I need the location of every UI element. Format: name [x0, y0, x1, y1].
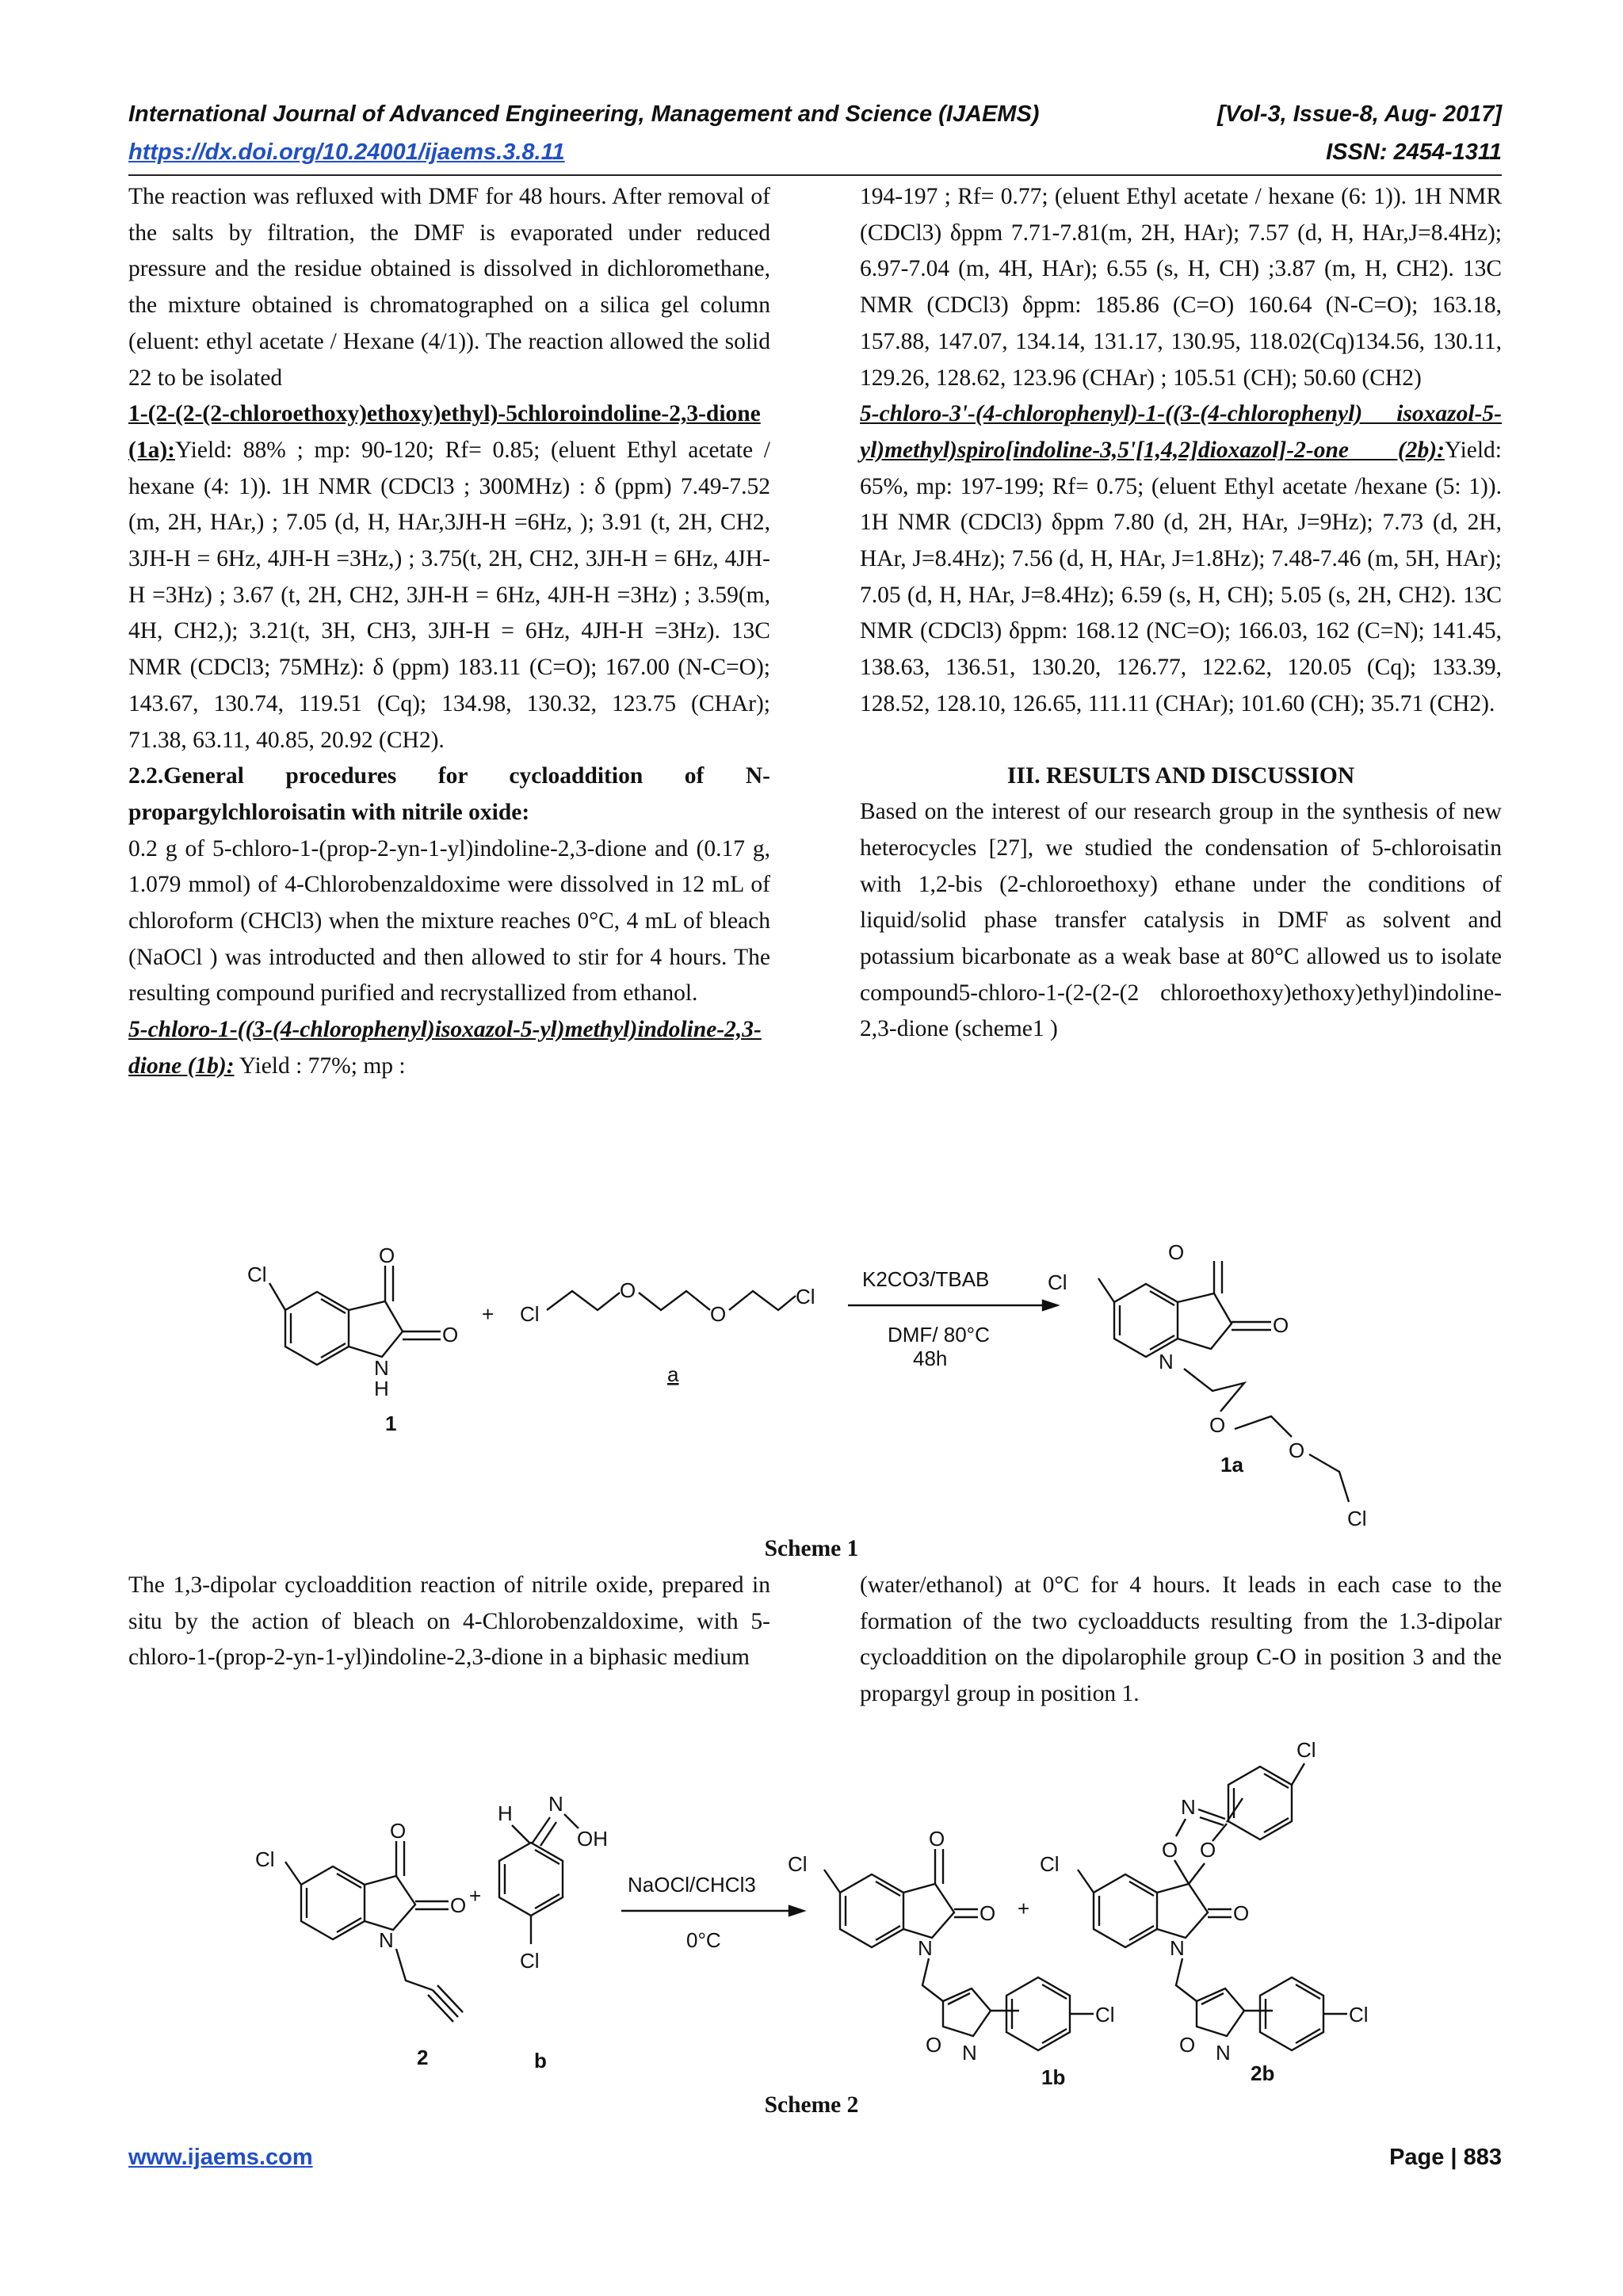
- svg-text:Cl: Cl: [520, 1302, 540, 1326]
- svg-text:N: N: [374, 1356, 389, 1380]
- volume-info: [Vol-3, Issue-8, Aug- 2017]: [1217, 101, 1502, 127]
- svg-text:Cl: Cl: [1349, 2003, 1369, 2027]
- left-column: [128, 179, 770, 1085]
- scheme-1-caption: Scheme 1: [764, 1536, 859, 1561]
- svg-text:O: O: [710, 1302, 727, 1326]
- svg-text:O: O: [926, 2033, 942, 2057]
- svg-text:Cl: Cl: [796, 1285, 815, 1308]
- scheme-2: [0, 1716, 1623, 2088]
- svg-text:Cl: Cl: [520, 1949, 540, 1973]
- svg-text:K2CO3/TBAB: K2CO3/TBAB: [862, 1267, 990, 1291]
- reagent-label-a: a: [667, 1362, 679, 1386]
- svg-text:O: O: [1168, 1240, 1185, 1264]
- svg-text:O: O: [1209, 1413, 1226, 1437]
- svg-text:H: H: [374, 1377, 389, 1400]
- svg-text:Cl: Cl: [1296, 1738, 1316, 1762]
- svg-text:O: O: [620, 1278, 636, 1302]
- compound-1b-continued: 194-197 ; Rf= 0.77; (eluent Ethyl acetate / hexane (6: 1)). 1H NMR (CDCl3) δppm 7.71-7.81(m, 2H, HAr); 7.57 (d, H, HAr,J=8.4Hz); 6.97-7.04 (m, 4H, HAr); 6.55 (s, H, CH) ;3.87 (m, H, CH2). 13C NMR (CDCl3) δppm: 185.86 (C=O) 160.64 (N-C=O); 163.18, 157.88, 147.07, 134.14, 131.17, 130.95, 118.02(Cq)134.56, 130.11, 129.26, 128.62, 123.96 (CHAr) ; 105.51 (CH); 50.60 (CH2): [860, 184, 1502, 391]
- product-1a-structure: [1048, 1240, 1367, 1530]
- svg-text:N: N: [962, 2041, 977, 2065]
- compound-2b-data: Yield: 65%, mp: 197-199; Rf= 0.75; (eluent Ethyl acetate /hexane (5: 1)). 1H NMR (CDCl3) δppm 7.80 (d, 2H, HAr, J=9Hz); 7.73 (d, 2H, HAr, J=8.4Hz); 7.56 (d, H, HAr, J=1.8Hz); 7.48-7.46 (m, 5H, HAr); 7.05 (d, H, HAr, J=8.4Hz); 6.59 (s, H, CH); 5.05 (s, 2H, CH2). 13C NMR (CDCl3) δppm: 168.12 (NC=O); 166.03, 162 (C=N); 141.45, 138.63, 136.51, 130.20, 126.77, 122.62, 120.05 (Cq); 133.39, 128.52, 128.10, 126.65, 111.11 (CHAr); 101.60 (CH); 35.71 (CH2).: [860, 437, 1502, 716]
- compound-label-b: b: [534, 2049, 547, 2073]
- header-rule: [128, 174, 1502, 176]
- svg-text:O: O: [379, 1244, 395, 1267]
- svg-text:DMF/ 80°C: DMF/ 80°C: [888, 1323, 990, 1347]
- plus-sign-2b: +: [1018, 1897, 1030, 1920]
- svg-text:Cl: Cl: [1095, 2003, 1115, 2027]
- reaction-arrow-2: [621, 1873, 804, 1952]
- scheme-1: [0, 1232, 1623, 1541]
- svg-text:N: N: [1170, 1936, 1185, 1960]
- svg-text:O: O: [980, 1901, 996, 1925]
- compound-label-2: 2: [417, 2046, 429, 2069]
- doi-link[interactable]: https://dx.doi.org/10.24001/ijaems.3.8.11: [128, 139, 565, 165]
- compound-label-1: 1: [385, 1412, 397, 1435]
- compound-1a-data: Yield: 88% ; mp: 90-120; Rf= 0.85; (eluent Ethyl acetate / hexane (4: 1)). 1H NMR (CDCl3 ; 300MHz) : δ (ppm) 7.49-7.52 (m, 2H, HAr,) ; 7.05 (d, H, HAr,3JH-H =6Hz, ); 3.91 (t, 2H, CH2, 3JH-H = 6Hz, 4JH-H =3Hz,) ; 3.75(t, 2H, CH2, 3JH-H = 6Hz, 4JH-H =3Hz) ; 3.67 (t, 2H, CH2, 3JH-H = 6Hz, 4JH-H =3Hz) ; 3.59(m, 4H, CH2,); 3.21(t, 3H, CH3, 3JH-H = 6Hz, 4JH-H =3Hz). 13C NMR (CDCl3; 75MHz): δ (ppm) 183.11 (C=O); 167.00 (N-C=O); 143.67, 130.74, 119.51 (Cq); 134.98, 130.32, 123.75 (CHAr); 71.38, 63.11, 40.85, 20.92 (CH2).: [128, 437, 770, 753]
- svg-text:Cl: Cl: [255, 1847, 275, 1871]
- svg-text:H: H: [498, 1801, 513, 1825]
- compound-1a-title: 1-(2-(2-(2-chloroethoxy)ethoxy)ethyl)-5chloroindoline-2,3-dione (1a):: [128, 401, 761, 463]
- reaction-arrow-1: [848, 1267, 1057, 1370]
- page-number: Page | 883: [1389, 2145, 1502, 2170]
- website-link[interactable]: www.ijaems.com: [128, 2145, 313, 2170]
- compound-1b-data: Yield : 77%; mp :: [239, 1052, 406, 1079]
- compound-b-structure: [498, 1792, 608, 2073]
- svg-text:N: N: [918, 1936, 933, 1960]
- intro-paragraph: The reaction was refluxed with DMF for 48 hours. After removal of the salts by filtration, the DMF is evaporated under reduced pressure and the residue obtained is dissolved in dichloromethane, the mixture obtained is chromatographed on a silica gel column (eluent: ethyl acetate / Hexane (4/1)). The reaction allowed the solid 22 to be isolated: [128, 184, 770, 391]
- svg-text:Cl: Cl: [1347, 1507, 1367, 1530]
- svg-text:Cl: Cl: [788, 1852, 808, 1876]
- svg-text:NaOCl/CHCl3: NaOCl/CHCl3: [628, 1873, 756, 1897]
- svg-text:O: O: [390, 1819, 407, 1843]
- results-heading: III. RESULTS AND DISCUSSION: [1006, 762, 1355, 789]
- svg-text:O: O: [1200, 1838, 1216, 1862]
- svg-text:N: N: [1159, 1350, 1174, 1373]
- product-1b-structure: [788, 1827, 1115, 2088]
- compound-label-1a: 1a: [1220, 1453, 1243, 1477]
- svg-text:Cl: Cl: [1040, 1852, 1060, 1876]
- svg-text:48h: 48h: [913, 1347, 948, 1370]
- svg-text:N: N: [548, 1792, 563, 1816]
- lower-left-paragraph: The 1,3-dipolar cycloaddition reaction of nitrile oxide, prepared in situ by the action of bleach on 4-Chlorobenzaldoxime, with 5-chloro-1-(prop-2-yn-1-yl)indoline-2,3-dione in a biphasic medium: [128, 1572, 770, 1671]
- svg-text:O: O: [1233, 1901, 1250, 1925]
- svg-text:O: O: [1273, 1313, 1289, 1337]
- compound-label-2b: 2b: [1251, 2061, 1275, 2085]
- svg-text:Cl: Cl: [1048, 1270, 1067, 1294]
- svg-text:OH: OH: [577, 1827, 608, 1851]
- compound-2b-title: 5-chloro-3'-(4-chlorophenyl)-1-((3-(4-chlorophenyl) isoxazol-5-yl)methyl)spiro[indoline-3,5'[1,4,2]dioxazol]-2-one (2b):: [860, 401, 1502, 463]
- compound-label-1b: 1b: [1041, 2065, 1066, 2088]
- svg-text:O: O: [1179, 2033, 1196, 2057]
- svg-text:N: N: [1181, 1795, 1196, 1819]
- right-column: [860, 179, 1502, 1048]
- journal-title: International Journal of Advanced Engineering, Management and Science (IJAEMS): [128, 101, 1040, 127]
- lower-right-paragraph: (water/ethanol) at 0°C for 4 hours. It leads in each case to the formation of the two cycloadducts resulting from the 1.3-dipolar cycloaddition on the dipolarophile group C-O in position 3 and the propargyl group in position 1.: [860, 1572, 1502, 1707]
- issn: ISSN: 2454-1311: [1326, 139, 1502, 165]
- plus-sign: +: [482, 1302, 495, 1326]
- svg-text:O: O: [450, 1893, 467, 1917]
- svg-text:0°C: 0°C: [686, 1928, 721, 1952]
- plus-sign-2a: +: [469, 1884, 482, 1908]
- scheme-2-caption: Scheme 2: [764, 2092, 859, 2118]
- compound-1-structure: [247, 1244, 458, 1435]
- svg-text:N: N: [379, 1928, 394, 1952]
- results-paragraph: Based on the interest of our research group in the synthesis of new heterocycles [27], we studied the condensation of 5-chloroisatin with 1,2-bis (2-chloroethoxy) ethane under the conditions of liquid/solid phase transfer catalysis in DMF as solvent and potassium bicarbonate as a weak base at 80°C allowed us to isolate compound5-chloro-1-(2-(2-(2 chloroethoxy)ethoxy)ethyl)indoline-2,3-dione (scheme1 ): [860, 799, 1502, 1042]
- product-2b-structure: [1040, 1738, 1369, 2085]
- svg-text:N: N: [1216, 2041, 1231, 2065]
- compound-1b-title: 5-chloro-1-((3-(4-chlorophenyl)isoxazol-5-yl)methyl)indoline-2,3-dione (1b):: [128, 1017, 762, 1079]
- svg-text:Cl: Cl: [247, 1263, 267, 1286]
- compound-2-structure: [255, 1819, 466, 2069]
- svg-text:O: O: [442, 1323, 459, 1347]
- svg-text:O: O: [1162, 1838, 1178, 1862]
- reagent-a-structure: [520, 1278, 815, 1386]
- procedure-paragraph: 0.2 g of 5-chloro-1-(prop-2-yn-1-yl)indoline-2,3-dione and (0.17 g, 1.079 mmol) of 4-Chlorobenzaldoxime were dissolved in 12 mL of chloroform (CHCl3) when the mixture reaches 0°C, 4 mL of bleach (NaOCl ) was introducted and then allowed to stir for 4 hours. The resulting compound purified and recrystallized from ethanol.: [128, 835, 770, 1007]
- section-2-2-title: 2.2.General procedures for cycloaddition of N-propargylchloroisatin with nitrile oxide:: [128, 763, 770, 825]
- svg-text:O: O: [929, 1827, 945, 1851]
- svg-text:O: O: [1289, 1438, 1305, 1462]
